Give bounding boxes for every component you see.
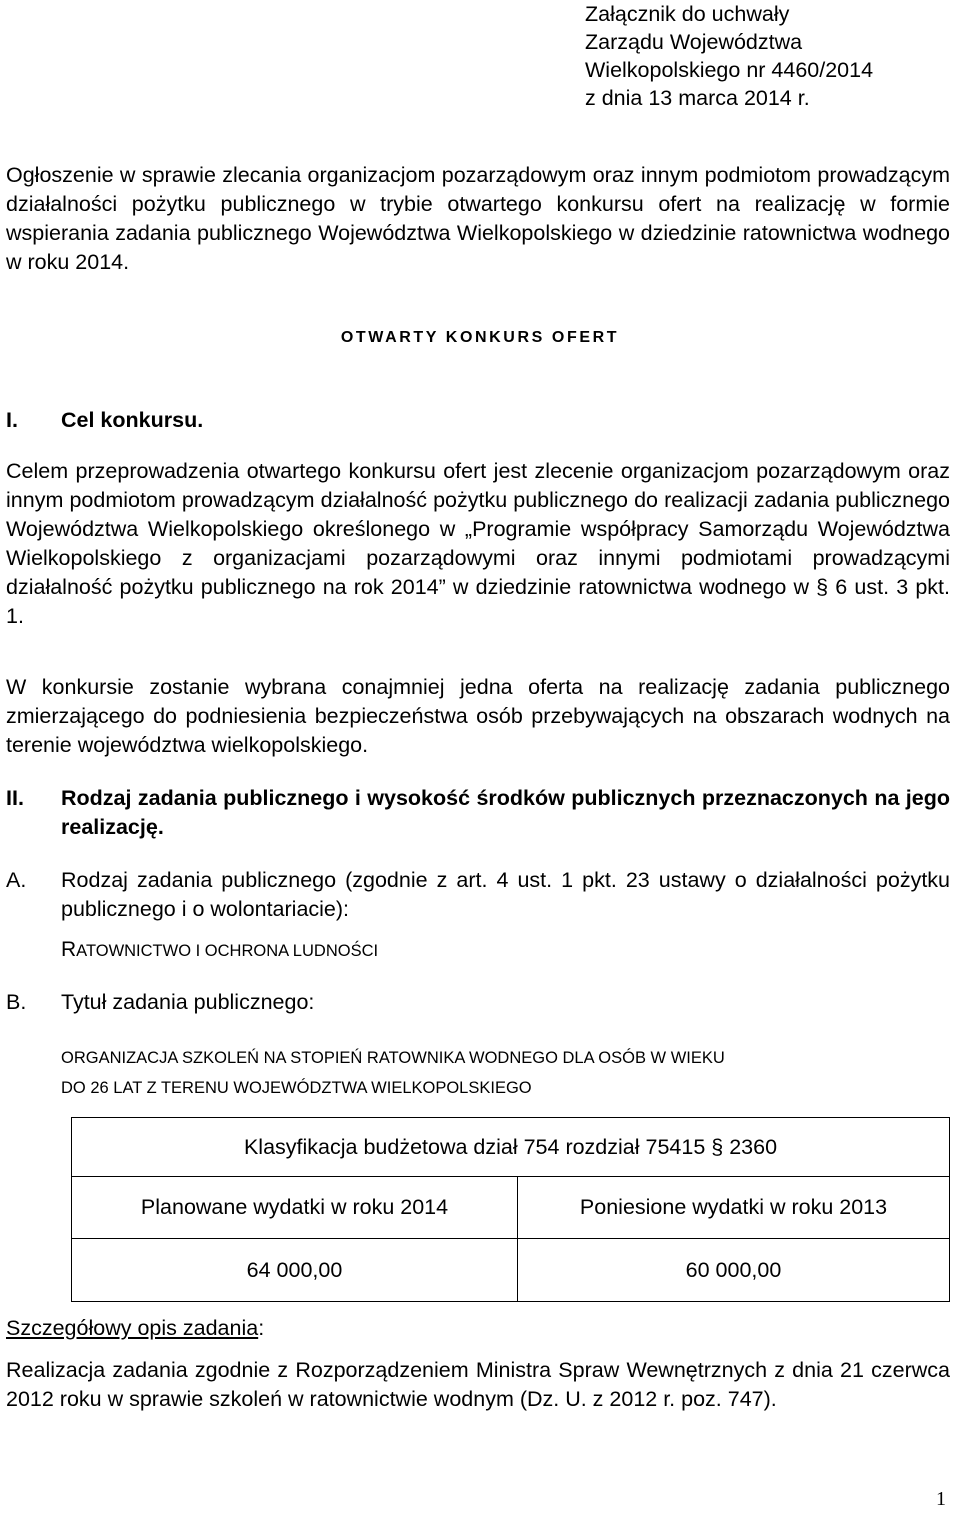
item-a [6,866,950,924]
item-b-text: Tytuł zadania publicznego: [61,990,315,1014]
announcement-intro: Ogłoszenie w sprawie zlecania organizacjom pozarządowym oraz innym podmiotom prowadzącym działalności pożytku publicznego w trybie otwartego konkursu ofert na realizację w formie wspierania zadania publicznego Województwa Wielkopolskiego w dziedzinie ratownictwa wodnego w roku 2014. [6,163,950,274]
task-title-line-2: DO 26 LAT Z TERENU WOJEWÓDZTWA WIELKOPOLSKIEGO [61,1079,532,1097]
task-type [61,938,378,962]
task-type-initial: R [61,938,77,961]
section-1-heading [6,408,203,433]
attachment-note-line: Załącznik do uchwały [585,2,790,26]
budget-value-row [72,1239,950,1302]
budget-classification: Klasyfikacja budżetowa dział 754 rozdział 75415 § 2360 [72,1118,950,1177]
budget-table [71,1117,950,1302]
attachment-note [585,0,945,112]
task-type-rest: ATOWNICTWO I OCHRONA LUDNOŚCI [76,942,379,960]
planned-expenses-value: 64 000,00 [72,1239,518,1302]
task-title-line-1: ORGANIZACJA SZKOLEŃ NA STOPIEŃ RATOWNIKA WODNEGO DLA OSÓB W WIEKU [61,1049,725,1067]
section-2-number: II. [6,786,24,810]
item-b [6,990,314,1015]
item-a-text: Rodzaj zadania publicznego (zgodnie z art. 4 ust. 1 pkt. 23 ustawy o działalności pożytku publicznego i o wolontariacie): [61,868,950,921]
description-label: Szczegółowy opis zadania [6,1316,259,1340]
item-a-letter: A. [6,868,27,892]
section-2-title: Rodzaj zadania publicznego i wysokość środków publicznych przeznaczonych na jego realizację. [61,786,950,839]
description-heading [6,1316,264,1341]
section-1-number: I. [6,408,18,432]
task-title [61,1043,949,1103]
section-2-heading [6,784,950,842]
section-1-paragraph-2: W konkursie zostanie wybrana conajmniej jedna oferta na realizację zadania publicznego zmierzającego do podniesienia bezpieczeństwa osób przebywających na obszarach wodnych na terenie województwa wielkopolskiego. [6,675,950,757]
section-1-paragraph-1: Celem przeprowadzenia otwartego konkursu ofert jest zlecenie organizacjom pozarządowym oraz innym podmiotom prowadzącym działalność pożytku publicznego do realizacji zadania publicznego Województwa Wielkopolskiego określonego w „Programie współpracy Samorządu Województwa Wielkopolskiego z organizacjami pozarządowymi oraz innymi podmiotami prowadzącymi działalność pożytku publicznego na rok 2014” w dziedzinie ratownictwa wodnego w § 6 ust. 3 pkt. 1. [6,459,950,628]
attachment-note-line: Wielkopolskiego nr 4460/2014 [585,58,874,82]
description-text: Realizacja zadania zgodnie z Rozporządzeniem Ministra Spraw Wewnętrznych z dnia 21 czerwca 2012 roku w sprawie szkoleń w ratownictwie wodnym (Dz. U. z 2012 r. poz. 747). [6,1358,950,1411]
incurred-expenses-header: Poniesione wydatki w roku 2013 [518,1177,950,1239]
attachment-note-line: z dnia 13 marca 2014 r. [585,86,810,110]
planned-expenses-header: Planowane wydatki w roku 2014 [72,1177,518,1239]
page-number: 1 [936,1488,946,1510]
section-1-title: Cel konkursu. [61,408,204,432]
budget-classification-row [72,1118,950,1177]
budget-header-row [72,1177,950,1239]
description-label-colon: : [258,1316,265,1340]
incurred-expenses-value: 60 000,00 [518,1239,950,1302]
main-heading: OTWARTY KONKURS OFERT [340,329,620,346]
item-b-letter: B. [6,990,27,1014]
attachment-note-line: Zarządu Województwa [585,30,803,54]
